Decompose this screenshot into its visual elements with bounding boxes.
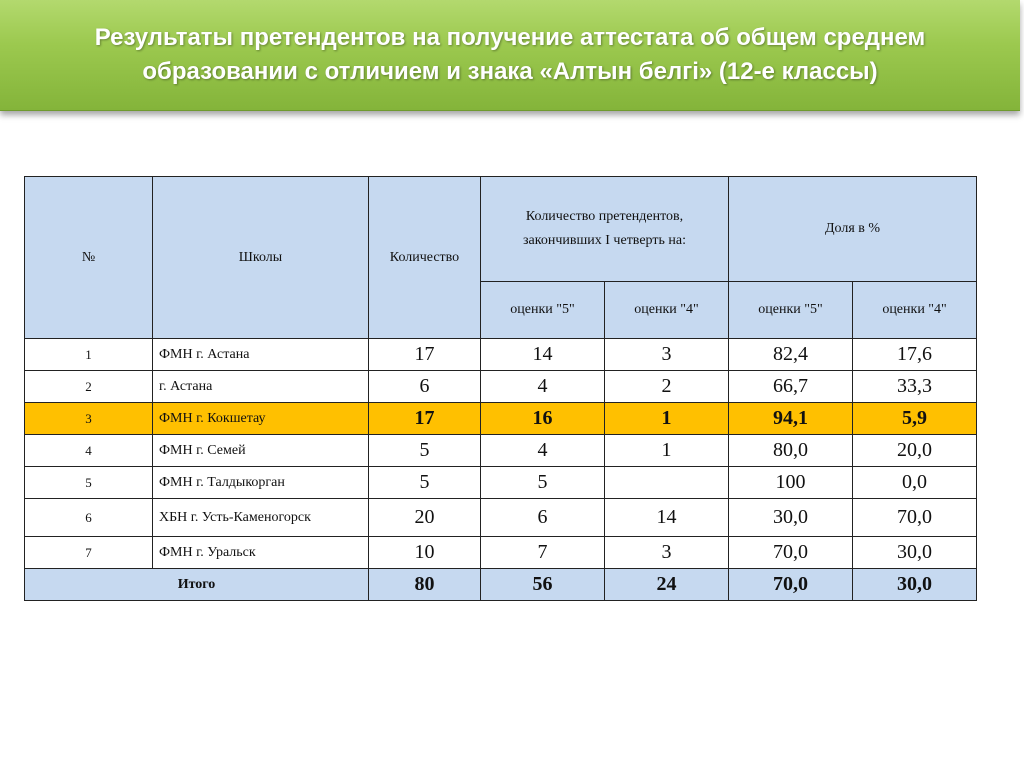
count: 10 <box>369 537 481 569</box>
count-grade5: 5 <box>481 467 605 499</box>
count-grade4: 1 <box>605 403 729 435</box>
school-name: ФМН г. Астана <box>153 339 369 371</box>
table-row <box>25 467 977 499</box>
slide-title: Результаты претендентов на получение аттестата об общем среднем образовании с отличием и знака «Алтын белгі» (12-е классы) <box>94 24 926 85</box>
header-share-group: Доля в % <box>729 177 977 282</box>
share-grade4: 30,0 <box>853 537 977 569</box>
header-count-grade5: оценки "5" <box>481 282 605 339</box>
count-grade4: 3 <box>605 339 729 371</box>
header-count-grade4: оценки "4" <box>605 282 729 339</box>
count: 6 <box>369 371 481 403</box>
row-num: 7 <box>25 537 153 569</box>
count-grade5: 14 <box>481 339 605 371</box>
table-row <box>25 371 977 403</box>
school-name: ФМН г. Уральск <box>153 537 369 569</box>
share-grade4: 33,3 <box>853 371 977 403</box>
count: 17 <box>369 403 481 435</box>
total-count-grade5: 56 <box>481 569 605 601</box>
share-grade4: 17,6 <box>853 339 977 371</box>
table-row <box>25 435 977 467</box>
share-grade5: 94,1 <box>729 403 853 435</box>
count-grade4: 2 <box>605 371 729 403</box>
count-grade4: 14 <box>605 499 729 537</box>
count-grade4: 3 <box>605 537 729 569</box>
total-share-grade4: 30,0 <box>853 569 977 601</box>
share-grade5: 100 <box>729 467 853 499</box>
table-row <box>25 537 977 569</box>
table-row <box>25 403 977 435</box>
share-grade5: 66,7 <box>729 371 853 403</box>
header-share-grade5: оценки "5" <box>729 282 853 339</box>
share-grade5: 70,0 <box>729 537 853 569</box>
row-num: 5 <box>25 467 153 499</box>
count: 20 <box>369 499 481 537</box>
row-num: 6 <box>25 499 153 537</box>
share-grade4: 5,9 <box>853 403 977 435</box>
total-count: 80 <box>369 569 481 601</box>
table-row <box>25 499 977 537</box>
count: 17 <box>369 339 481 371</box>
title-banner <box>0 0 1020 111</box>
share-grade4: 0,0 <box>853 467 977 499</box>
count: 5 <box>369 467 481 499</box>
row-num: 1 <box>25 339 153 371</box>
count-grade4 <box>605 467 729 499</box>
count-grade5: 16 <box>481 403 605 435</box>
table-row <box>25 339 977 371</box>
school-name: ФМН г. Талдыкорган <box>153 467 369 499</box>
school-name: ФМН г. Семей <box>153 435 369 467</box>
school-name: ХБН г. Усть-Каменогорск <box>153 499 369 537</box>
header-count: Количество <box>369 177 481 339</box>
row-num: 2 <box>25 371 153 403</box>
count-grade5: 4 <box>481 371 605 403</box>
share-grade4: 70,0 <box>853 499 977 537</box>
row-num: 3 <box>25 403 153 435</box>
school-name: ФМН г. Кокшетау <box>153 403 369 435</box>
header-row <box>25 177 977 282</box>
header-num: № <box>25 177 153 339</box>
count: 5 <box>369 435 481 467</box>
total-share-grade5: 70,0 <box>729 569 853 601</box>
school-name: г. Астана <box>153 371 369 403</box>
total-label: Итого <box>25 569 369 601</box>
share-grade5: 82,4 <box>729 339 853 371</box>
header-share-grade4: оценки "4" <box>853 282 977 339</box>
count-grade5: 4 <box>481 435 605 467</box>
share-grade5: 80,0 <box>729 435 853 467</box>
header-candidates-group: Количество претендентов, закончивших I четверть на: <box>481 177 729 282</box>
row-num: 4 <box>25 435 153 467</box>
header-school: Школы <box>153 177 369 339</box>
count-grade5: 7 <box>481 537 605 569</box>
results-table <box>24 176 977 601</box>
count-grade5: 6 <box>481 499 605 537</box>
share-grade4: 20,0 <box>853 435 977 467</box>
share-grade5: 30,0 <box>729 499 853 537</box>
total-count-grade4: 24 <box>605 569 729 601</box>
count-grade4: 1 <box>605 435 729 467</box>
total-row <box>25 569 977 601</box>
